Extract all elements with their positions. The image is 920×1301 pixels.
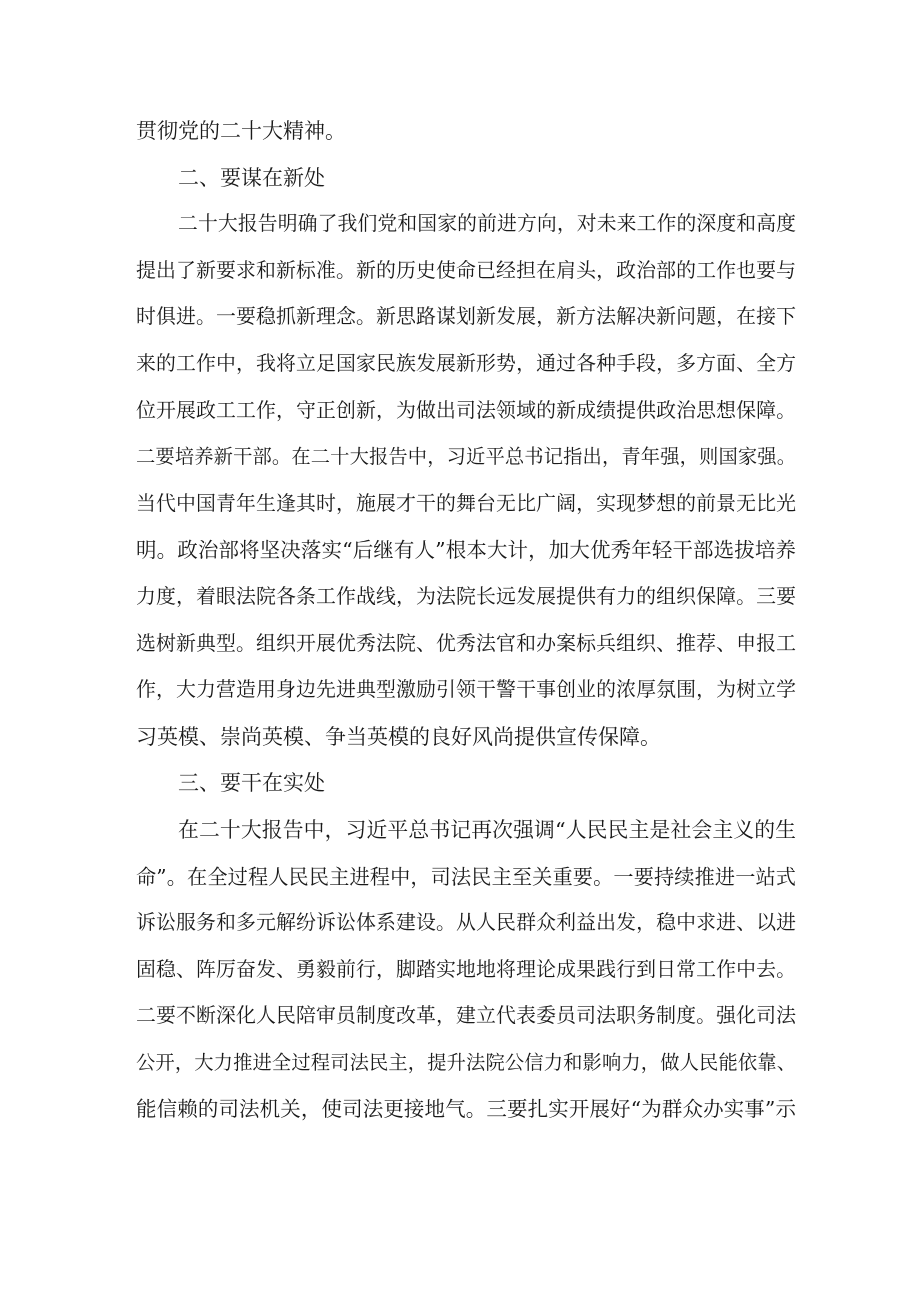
section-heading: 二、要谋在新处 [178,165,325,190]
paragraph-line: 公开，大力推进全过程司法民主，提升法院公信力和影响力，做人民能依靠、 [136,1050,796,1074]
paragraph-line: 明。政治部将坚决落实“后继有人”根本大计，加大优秀年轻干部选拔培养 [136,538,796,563]
paragraph-line: 固稳、阵厉奋发、勇毅前行，脚踏实地地将理论成果践行到日常工作中去。 [136,957,796,981]
paragraph-line: 当代中国青年生逢其时，施展才干的舞台无比广阔，实现梦想的前景无比光 [136,491,796,515]
paragraph-line: 二要培养新干部。在二十大报告中，习近平总书记指出，青年强，则国家强。 [136,445,796,469]
paragraph-line: 力度，着眼法院各条工作战线，为法院长远发展提供有力的组织保障。三要 [136,584,796,608]
paragraph-line-last: 习英模、崇尚英模、争当英模的良好风尚提供宣传保障。 [136,724,661,749]
paragraph-line: 二要不断深化人民陪审员制度改革，建立代表委员司法职务制度。强化司法 [136,1004,796,1028]
paragraph-line: 提出了新要求和新标准。新的历史使命已经担在肩头，政治部的工作也要与 [136,258,796,282]
paragraph-line: 命”。在全过程人民民主进程中，司法民主至关重要。一要持续推进一站式 [136,864,796,889]
document-body [136,108,796,1133]
paragraph-line-first: 二十大报告明确了我们党和国家的前进方向，对未来工作的深度和高度 [178,212,796,236]
paragraph-line: 位开展政工工作，守正创新，为做出司法领域的新成绩提供政治思想保障。 [136,398,796,422]
paragraph-line: 诉讼服务和多元解纷诉讼体系建设。从人民群众利益出发，稳中求进、以进 [136,911,796,935]
section-heading: 三、要干在实处 [178,771,325,796]
paragraph-line: 选树新典型。组织开展优秀法院、优秀法官和办案标兵组织、推荐、申报工 [136,631,796,655]
paragraph-line: 作，大力营造用身边先进典型激励引领干警干事创业的浓厚氛围，为树立学 [136,678,796,702]
paragraph-line: 来的工作中，我将立足国家民族发展新形势，通过各种手段，多方面、全方 [136,351,796,375]
paragraph-line: 时俱进。一要稳抓新理念。新思路谋划新发展，新方法解决新问题，在接下 [136,305,796,329]
paragraph-line-last: 贯彻党的二十大精神。 [136,119,346,143]
paragraph-line-first: 在二十大报告中，习近平总书记再次强调“人民民主是社会主义的生 [178,817,796,842]
paragraph-line: 能信赖的司法机关，使司法更接地气。三要扎实开展好“为群众办实事”示 [136,1097,796,1122]
